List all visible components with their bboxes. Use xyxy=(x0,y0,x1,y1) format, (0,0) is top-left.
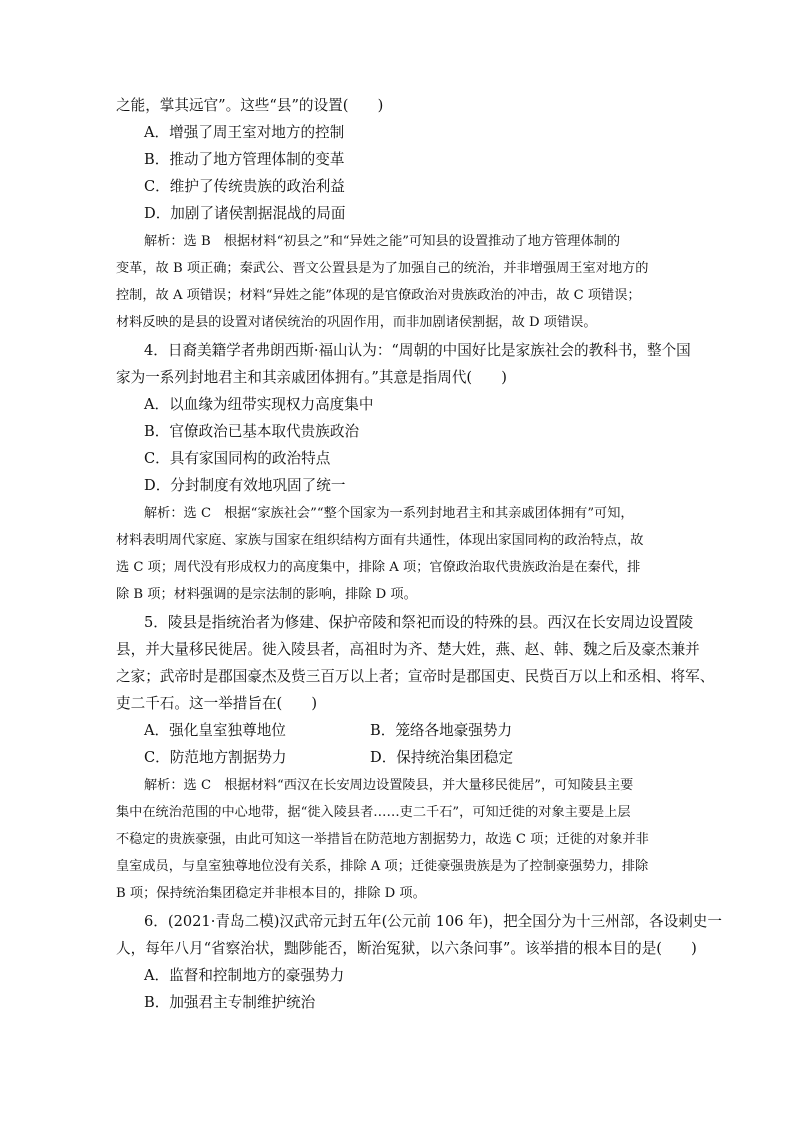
question-6-option-b: B．加强君主专制维护统治 xyxy=(144,994,316,1011)
question-4-option-c: C．具有家国同构的政治特点 xyxy=(144,450,331,467)
question-3-analysis-line: 材料反映的是县的设置对诸侯统治的巩固作用，而非加剧诸侯割据，故 D 项错误。 xyxy=(116,315,597,330)
question-3-analysis-line: 控制，故 A 项错误；材料“异姓之能”体现的是官僚政治对贵族政治的冲击，故 C 项错误； xyxy=(116,288,641,303)
question-6-stem-line: 6．(2021·青岛二模)汉武帝元封五年(公元前 106 年)，把全国分为十三州部，各设刺史一 xyxy=(144,913,722,930)
question-3-option-d: D．加剧了诸侯割据混战的局面 xyxy=(144,205,346,222)
question-3-analysis-line: 变革，故 B 项正确；秦武公、晋文公置县是为了加强自己的统治，并非增强周王室对地方的 xyxy=(116,261,649,276)
question-4-option-a: A．以血缘为纽带实现权力高度集中 xyxy=(144,396,374,413)
question-4-analysis-line: 除 B 项；材料强调的是宗法制的影响，排除 D 项。 xyxy=(116,587,417,602)
question-3-option-c: C．维护了传统贵族的政治利益 xyxy=(144,178,345,195)
question-5-analysis-line: 集中在统治范围的中心地带，据“徙入陵县者……吏二千石”，可知迁徙的对象主要是上层 xyxy=(116,805,631,820)
question-4-stem-line: 4．日裔美籍学者弗朗西斯·福山认为：“周朝的中国好比是家族社会的教科书，整个国 xyxy=(144,342,691,359)
question-5-analysis-line: 不稳定的贵族豪强，由此可知这一举措旨在防范地方割据势力，故选 C 项；迁徙的对象并非 xyxy=(116,832,649,847)
question-5-analysis-line: 皇室成员，与皇室独尊地位没有关系，排除 A 项；迁徙豪强贵族是为了控制豪强势力，排除 xyxy=(116,859,649,874)
question-5-option-d: D．保持统治集团稳定 xyxy=(370,749,514,766)
question-5-stem-line: 吏二千石。这一举措旨在( ) xyxy=(116,695,318,712)
question-4-analysis-line: 选 C 项；周代没有形成权力的高度集中，排除 A 项；官僚政治取代贵族政治是在秦代，排 xyxy=(116,560,641,575)
question-3-analysis-line: 解析：选 B 根据材料“初县之”和“异姓之能”可知县的设置推动了地方管理体制的 xyxy=(144,234,621,249)
question-4-stem-line: 家为一系列封地君主和其亲戚团体拥有。”其意是指周代( ) xyxy=(116,369,507,386)
question-4-analysis-line: 解析：选 C 根据“家族社会”“整个国家为一系列封地君主和其亲戚团体拥有”可知， xyxy=(144,506,634,521)
question-5-analysis-line: B 项；保持统治集团稳定并非根本目的，排除 D 项。 xyxy=(116,886,426,901)
question-5-option-c: C．防范地方割据势力 xyxy=(144,749,287,766)
question-4-analysis-line: 材料表明周代家庭、家族与国家在组织结构方面有共通性，体现出家国同构的政治特点，故 xyxy=(116,533,644,548)
question-5-option-a: A．强化皇室独尊地位 xyxy=(144,722,286,739)
question-3-stem: 之能，掌其远官”。这些“县”的设置( ) xyxy=(116,97,384,114)
question-5-option-b: B．笼络各地豪强势力 xyxy=(370,722,513,739)
question-5-stem-line: 县，并大量移民徙居。徙入陵县者，高祖时为齐、楚大姓，燕、赵、韩、魏之后及豪杰兼并 xyxy=(116,641,700,658)
question-6-option-a: A．监督和控制地方的豪强势力 xyxy=(144,967,345,984)
question-3-option-a: A．增强了周王室对地方的控制 xyxy=(144,124,345,141)
question-5-stem-line: 之家；武帝时是郡国豪杰及赀三百万以上者；宣帝时是郡国吏、民赀百万以上和丞相、将军、 xyxy=(116,668,715,685)
question-4-option-b: B．官僚政治已基本取代贵族政治 xyxy=(144,423,360,440)
question-4-option-d: D．分封制度有效地巩固了统一 xyxy=(144,477,346,494)
question-5-stem-line: 5．陵县是指统治者为修建、保护帝陵和祭祀而设的特殊的县。西汉在长安周边设置陵 xyxy=(144,614,694,631)
question-5-analysis-line: 解析：选 C 根据材料“西汉在长安周边设置陵县，并大量移民徙居”，可知陵县主要 xyxy=(144,778,634,793)
question-3-option-b: B．推动了地方管理体制的变革 xyxy=(144,151,345,168)
question-6-stem-line: 人，每年八月“省察治状，黜陟能否，断治冤狱，以六条问事”。该举措的根本目的是( ) xyxy=(116,940,697,957)
